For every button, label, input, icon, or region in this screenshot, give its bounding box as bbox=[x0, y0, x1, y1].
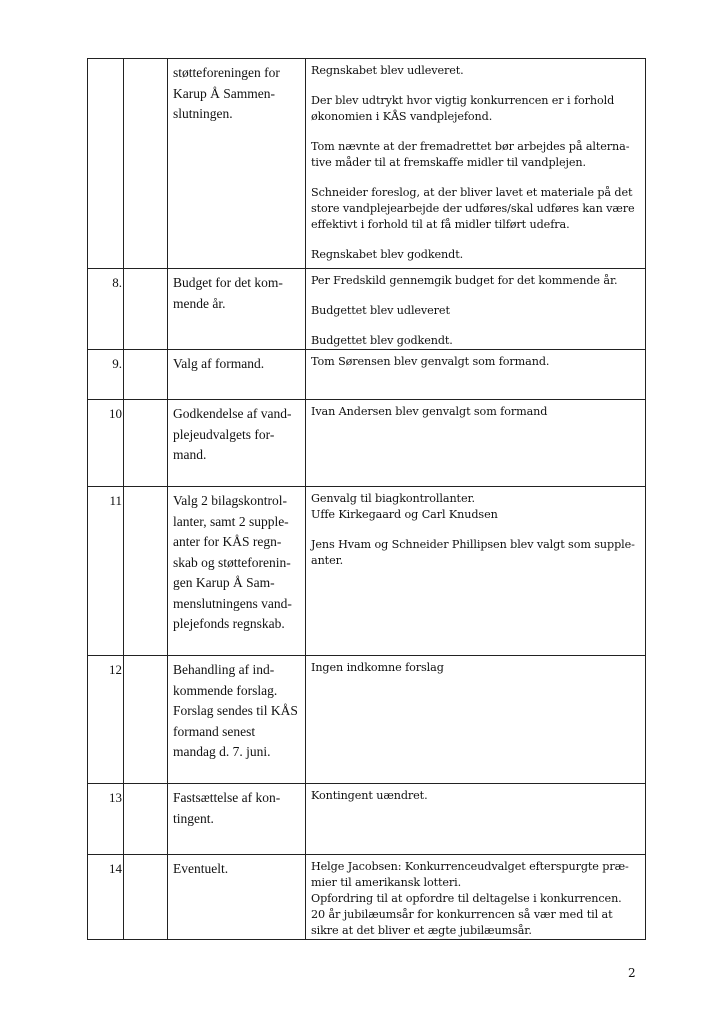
page-number: 2 bbox=[628, 966, 636, 980]
item-number: 11 bbox=[88, 487, 124, 656]
agenda-topic: Fastsættelse af kon-tingent. bbox=[168, 784, 306, 855]
sub-column-cell bbox=[124, 487, 168, 656]
sub-column-cell bbox=[124, 59, 168, 269]
note-paragraph: 20 år jubilæumsår for konkurrencen så vær med til at sikre at det bliver et ægte jubilæumsår. bbox=[311, 908, 613, 937]
sub-column-cell bbox=[124, 855, 168, 940]
note-paragraph: Uffe Kirkegaard og Carl Knudsen bbox=[311, 508, 498, 521]
agenda-topic: Eventuelt. bbox=[168, 855, 306, 940]
agenda-topic: støtteforeningen for Karup Å Sammen-slutningen. bbox=[168, 59, 306, 269]
minutes-notes bbox=[306, 784, 646, 855]
note-paragraph: Jens Hvam og Schneider Phillipsen blev valgt som supple-anter. bbox=[311, 538, 635, 567]
item-number bbox=[88, 59, 124, 269]
table-row bbox=[88, 269, 646, 350]
minutes-notes bbox=[306, 855, 646, 940]
note-paragraph: Kontingent uændret. bbox=[311, 789, 428, 802]
agenda-topic: Valg 2 bilagskontrol-lanter, samt 2 supple-anter for KÅS regn-skab og støtteforenin-gen Karup Å Sam-menslutningens vand-plejefonds regnskab. bbox=[168, 487, 306, 656]
note-paragraph: Der blev udtrykt hvor vigtig konkurrencen er i forhold økonomien i KÅS vandplejefond. bbox=[311, 94, 615, 123]
note-paragraph: Budgettet blev godkendt. bbox=[311, 334, 453, 347]
item-number: 8. bbox=[88, 269, 124, 350]
table-row bbox=[88, 784, 646, 855]
note-paragraph: Ivan Andersen blev genvalgt som formand bbox=[311, 405, 548, 418]
sub-column-cell bbox=[124, 784, 168, 855]
sub-column-cell bbox=[124, 350, 168, 400]
table-row bbox=[88, 487, 646, 656]
agenda-topic: Godkendelse af vand-plejeudvalgets for-mand. bbox=[168, 400, 306, 487]
minutes-table bbox=[87, 58, 646, 940]
agenda-topic: Budget for det kom-mende år. bbox=[168, 269, 306, 350]
note-paragraph: Schneider foreslog, at der bliver lavet et materiale på det store vandplejearbejde der udføres/skal udføres kan være effektivt i forhold til at få midler tilført udefra. bbox=[311, 186, 635, 231]
note-paragraph: Budgettet blev udleveret bbox=[311, 304, 450, 317]
agenda-topic: Behandling af ind-kommende forslag. Forslag sendes til KÅS formand senest mandag d. 7. juni. bbox=[168, 656, 306, 784]
table-row bbox=[88, 59, 646, 269]
minutes-notes bbox=[306, 487, 646, 656]
item-number: 14 bbox=[88, 855, 124, 940]
note-paragraph: Regnskabet blev godkendt. bbox=[311, 248, 464, 261]
sub-column-cell bbox=[124, 400, 168, 487]
note-paragraph: Regnskabet blev udleveret. bbox=[311, 64, 464, 77]
table-row bbox=[88, 400, 646, 487]
note-paragraph: Tom nævnte at der fremadrettet bør arbejdes på alterna-tive måder til at fremskaffe midler til vandplejen. bbox=[311, 140, 630, 169]
note-paragraph: Opfordring til at opfordre til deltagelse i konkurrencen. bbox=[311, 892, 622, 905]
item-number: 10 bbox=[88, 400, 124, 487]
minutes-notes bbox=[306, 59, 646, 269]
item-number: 12 bbox=[88, 656, 124, 784]
sub-column-cell bbox=[124, 269, 168, 350]
item-number: 9. bbox=[88, 350, 124, 400]
table-row bbox=[88, 350, 646, 400]
minutes-notes bbox=[306, 269, 646, 350]
note-paragraph: Ingen indkomne forslag bbox=[311, 661, 444, 674]
agenda-topic: Valg af formand. bbox=[168, 350, 306, 400]
minutes-notes bbox=[306, 656, 646, 784]
note-paragraph: Per Fredskild gennemgik budget for det kommende år. bbox=[311, 274, 618, 287]
note-paragraph: Helge Jacobsen: Konkurrenceudvalget efterspurgte præ-mier til amerikansk lotteri. bbox=[311, 860, 629, 889]
note-paragraph: Tom Sørensen blev genvalgt som formand. bbox=[311, 355, 550, 368]
table-row bbox=[88, 656, 646, 784]
sub-column-cell bbox=[124, 656, 168, 784]
item-number: 13 bbox=[88, 784, 124, 855]
note-paragraph: Genvalg til biagkontrollanter. bbox=[311, 492, 475, 505]
minutes-notes bbox=[306, 400, 646, 487]
minutes-notes bbox=[306, 350, 646, 400]
table-row bbox=[88, 855, 646, 940]
